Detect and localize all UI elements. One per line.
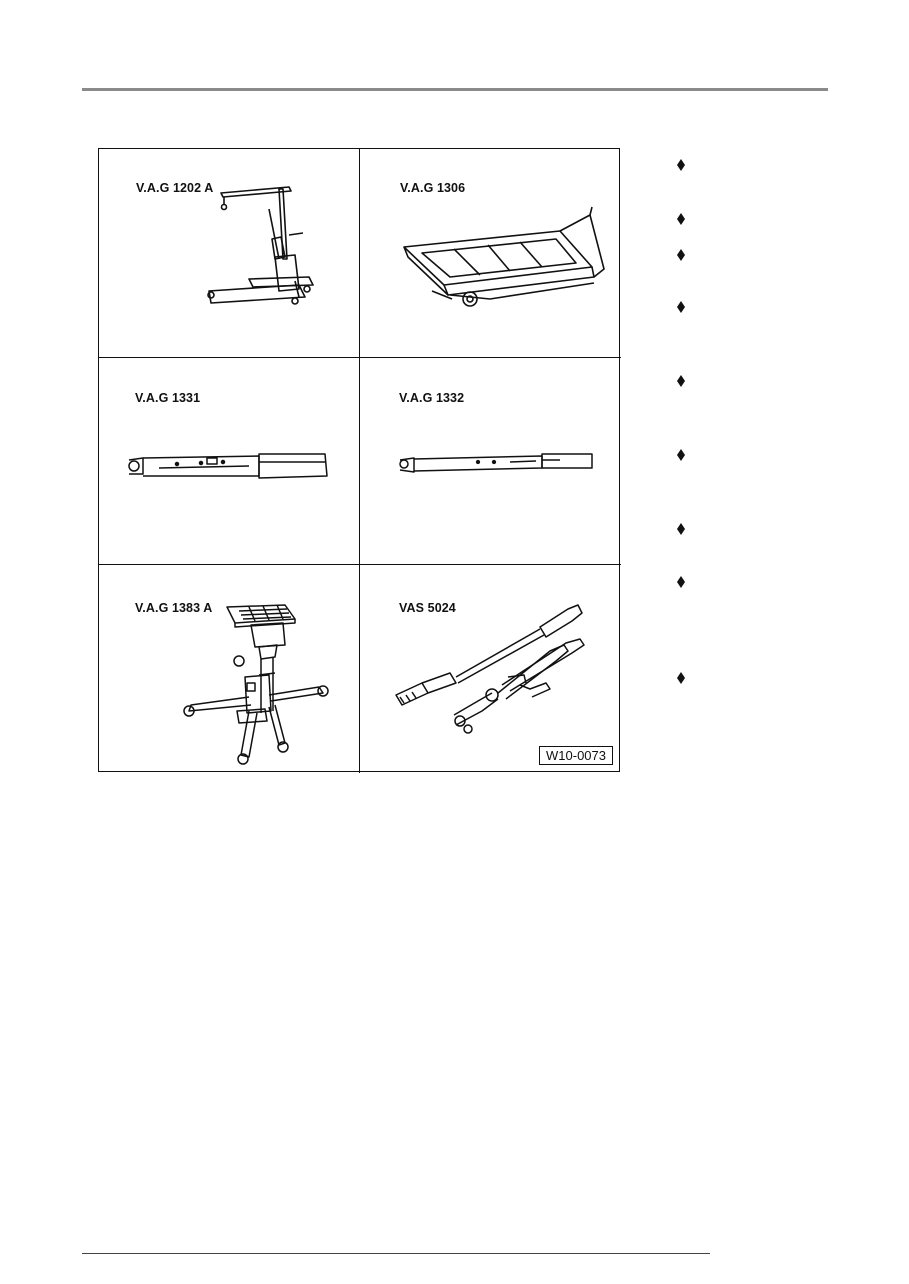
bullet-column	[676, 0, 716, 1284]
figure-code: W10-0073	[539, 746, 613, 765]
tool-cell-3	[99, 357, 359, 564]
diamond-bullet-icon	[676, 448, 688, 462]
tool-cell-2	[359, 149, 621, 357]
tool-label: VAS 5024	[399, 601, 456, 615]
tool-label: V.A.G 1306	[400, 181, 466, 195]
drip-tray-icon	[360, 149, 622, 357]
torque-wrench-large-icon	[99, 358, 359, 565]
special-tools-figure	[98, 148, 620, 772]
tool-label: V.A.G 1383 A	[135, 601, 213, 615]
diamond-bullet-icon	[676, 575, 688, 589]
transmission-jack-icon	[99, 565, 359, 774]
diamond-bullet-icon	[676, 212, 688, 226]
tool-cell-5	[99, 564, 359, 773]
diamond-bullet-icon	[676, 374, 688, 388]
footer-rule	[82, 1253, 710, 1254]
tool-cell-1	[99, 149, 359, 357]
hose-clip-pliers-icon	[360, 565, 622, 774]
torque-wrench-small-icon	[360, 358, 622, 565]
tool-cell-4	[359, 357, 621, 564]
tool-label: V.A.G 1332	[399, 391, 465, 405]
workshop-crane-icon	[99, 149, 359, 357]
diamond-bullet-icon	[676, 300, 688, 314]
tool-cell-6	[359, 564, 621, 773]
diamond-bullet-icon	[676, 522, 688, 536]
diamond-bullet-icon	[676, 248, 688, 262]
diamond-bullet-icon	[676, 671, 688, 685]
header-rule	[82, 88, 828, 91]
tool-label: V.A.G 1331	[135, 391, 201, 405]
diamond-bullet-icon	[676, 158, 688, 172]
tool-label: V.A.G 1202 A	[136, 181, 214, 195]
